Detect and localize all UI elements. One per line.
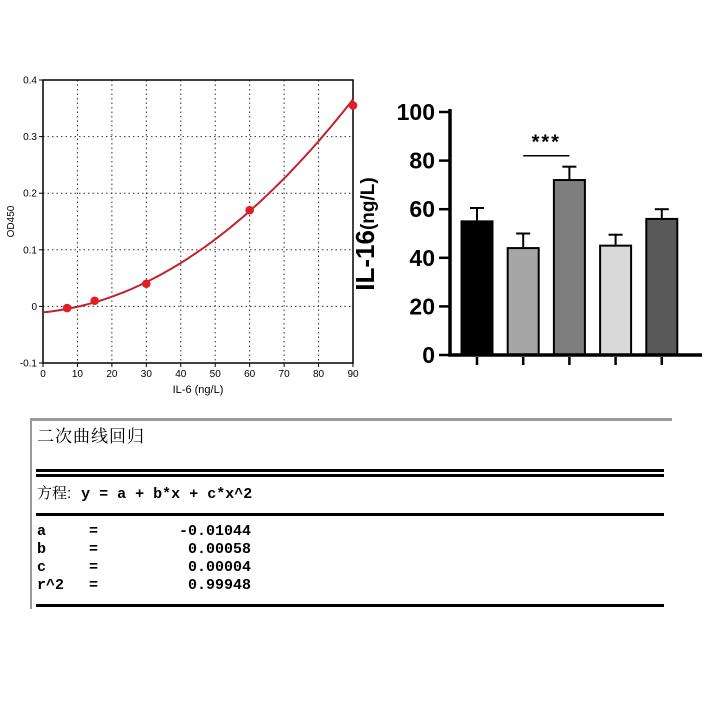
parameter-value: 0.99948 (187, 577, 251, 594)
plot-frame (43, 80, 353, 363)
equation-label: 方程: (37, 485, 72, 502)
parameter-value: 0.00058 (187, 541, 251, 558)
tick-label: 80 (312, 369, 325, 380)
data-point (90, 296, 99, 305)
parameter-name: a (37, 523, 47, 540)
parameter-name: b (37, 541, 47, 558)
tick-label: 80 (409, 147, 435, 174)
tick-label: 20 (409, 293, 435, 320)
tick-label: 30 (140, 369, 152, 380)
tick-label: -0.1 (19, 358, 37, 370)
tick-label: 0 (40, 369, 46, 380)
equals-sign: = (89, 577, 99, 594)
tick-label: 90 (347, 369, 359, 380)
bar (554, 180, 585, 355)
parameter-row (37, 541, 672, 559)
report-title: 二次曲线回归 (37, 427, 145, 446)
parameter-name: r^2 (37, 577, 65, 594)
equation-text: y = a + b*x + c*x^2 (81, 486, 253, 503)
tick-label: 50 (209, 369, 221, 380)
bar (508, 248, 539, 355)
x-axis-title: IL-6 (ng/L) (172, 384, 224, 396)
y-axis-title: OD450 (6, 205, 17, 238)
divider-bottom (36, 604, 664, 607)
tick-label: 0.1 (23, 245, 37, 257)
tick-label: 100 (396, 99, 435, 125)
tick-label: 0 (422, 342, 435, 368)
equals-sign: = (89, 559, 99, 576)
data-point (245, 206, 254, 215)
parameter-name: c (37, 559, 47, 576)
parameter-value: 0.00004 (187, 559, 251, 576)
equation-row (37, 484, 672, 505)
tick-label: 60 (244, 369, 256, 380)
parameter-row (37, 559, 672, 577)
y-axis-title: IL-16(ng/L) (350, 177, 380, 291)
tick-label: 0 (31, 301, 37, 313)
data-point (142, 279, 151, 288)
standard-curve-plot (2, 55, 397, 415)
bar (646, 219, 677, 355)
significance-stars: *** (531, 131, 561, 154)
tick-label: 0.4 (23, 75, 37, 87)
divider-single (36, 513, 664, 516)
bar (600, 246, 631, 355)
equals-sign: = (89, 541, 99, 558)
tick-label: 0.3 (23, 132, 37, 144)
parameter-row (37, 523, 672, 541)
tick-label: 40 (175, 369, 187, 380)
bar (462, 221, 493, 355)
tick-label: 70 (278, 369, 290, 380)
data-point (63, 304, 72, 313)
tick-label: 10 (71, 369, 84, 380)
parameter-list (37, 523, 672, 595)
regression-report (30, 418, 672, 609)
tick-label: 40 (409, 244, 435, 271)
equals-sign: = (89, 523, 99, 540)
tick-label: 20 (106, 369, 118, 380)
parameter-row (37, 577, 672, 595)
tick-label: 60 (409, 196, 435, 223)
tick-label: 0.2 (23, 188, 37, 200)
fit-curve (43, 99, 353, 312)
parameter-value: -0.01044 (178, 523, 251, 540)
divider-double (36, 469, 664, 477)
